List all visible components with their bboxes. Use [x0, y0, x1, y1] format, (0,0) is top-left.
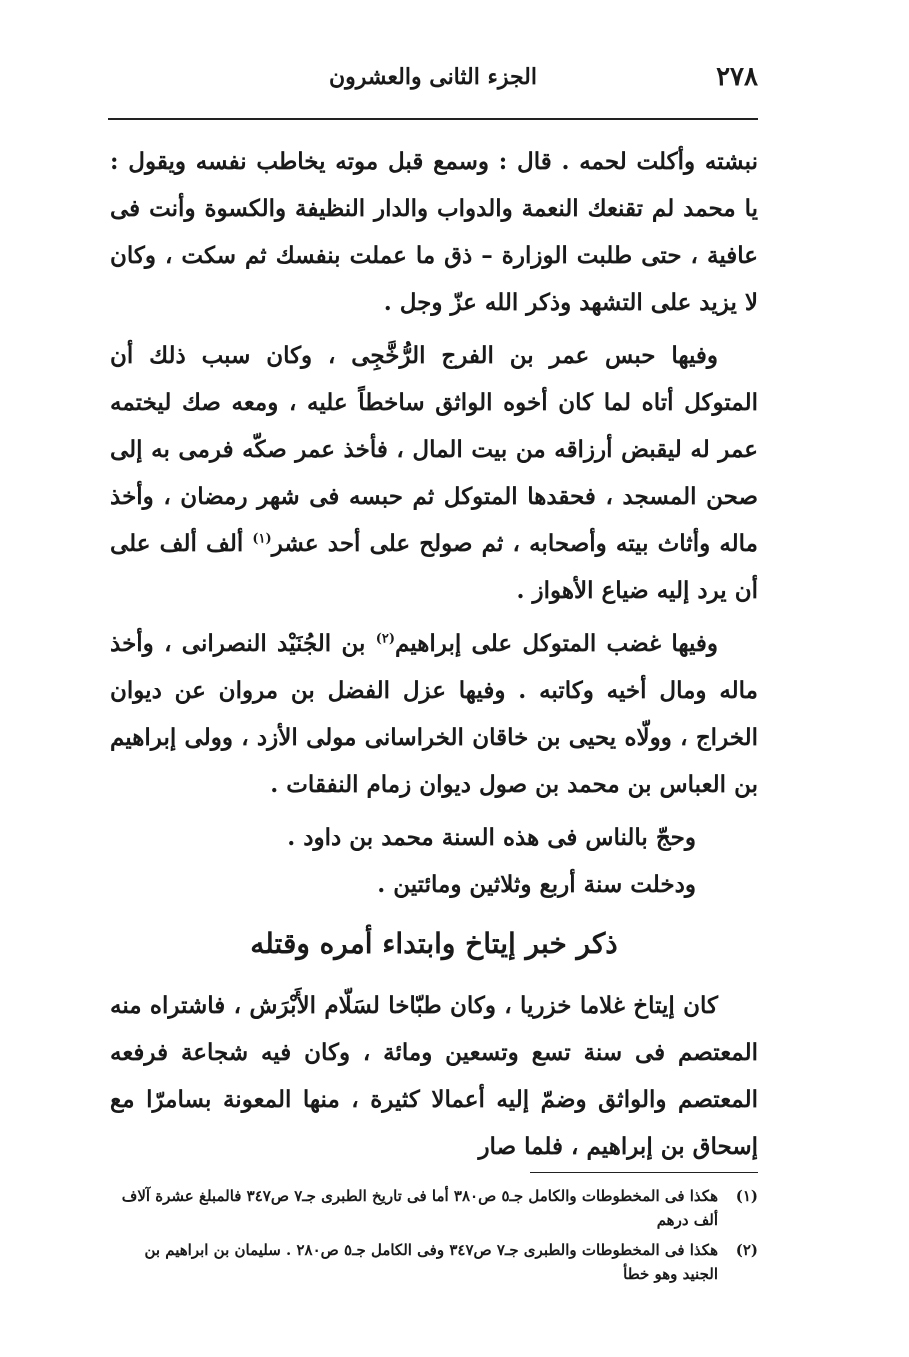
pilgrimage-line: وحجّ بالناس فى هذه السنة محمد بن داود .	[287, 824, 696, 851]
paragraph-3	[110, 620, 758, 808]
paragraph-2	[110, 332, 758, 614]
paragraph-3-text-cont: بن الجُنَيْد النصرانى ، وأخذ ماله ومال أخيه وكاتبه . وفيها عزل الفضل بن مروان عن ديوان الخراج ، وولّاه يحيى بن خاقان الخراسانى مولى الأزد ، وولى إبراهيم بن العباس بن محمد بن صول ديوان زمام النفقات .	[110, 630, 758, 798]
footnotes	[110, 1184, 758, 1292]
paragraph-3-text: وفيها غضب المتوكل على إبراهيم	[395, 630, 718, 657]
year-line: ودخلت سنة أربع وثلاثين ومائتين .	[377, 871, 696, 898]
footnote-2	[110, 1238, 758, 1286]
footnote-1	[110, 1184, 758, 1232]
footnote-ref-2: (٢)	[375, 631, 395, 647]
footnote-text: هكذا فى المخطوطات والكامل جـ٥ ص٣٨٠ أما فى تاريخ الطبرى جـ٧ ص٣٤٧ فالمبلغ عشرة آلاف ألف درهم	[121, 1187, 718, 1229]
page-number: ٢٧٨	[716, 62, 758, 92]
footnote-number: (١)	[735, 1187, 758, 1205]
footnote-text: هكذا فى المخطوطات والطبرى جـ٧ ص٣٤٧ وفى الكامل جـ٥ ص٢٨٠ . سليمان بن ابراهيم بن الجنيد وهو خطأ	[144, 1241, 718, 1283]
paragraph-2-text-cont: ألف ألف على أن يرد إليه ضياع الأهواز .	[110, 530, 758, 604]
footnote-number: (٢)	[735, 1241, 758, 1259]
section-title: ذكر خبر إيتاخ وابتداء أمره وقتله	[250, 927, 618, 960]
footnote-rule	[530, 1172, 758, 1173]
main-text	[110, 138, 758, 1170]
footnote-ref-1: (١)	[252, 531, 272, 547]
running-title: الجزء الثانى والعشرون	[328, 64, 538, 90]
paragraph-1: نبشته وأكلت لحمه . قال : وسمع قبل موته يخاطب نفسه ويقول : يا محمد لم تقنعك النعمة والدواب والدار النظيفة والكسوة وأنت فى عافية ، حتى طلبت الوزارة – ذق ما عملت بنفسك ثم سكت ، وكان لا يزيد على التشهد وذكر الله عزّ وجل .	[110, 148, 758, 316]
paragraph-4: كان إيتاخ غلاما خزريا ، وكان طبّاخا لسَلّام الأَبْرَش ، فاشتراه منه المعتصم فى سنة تسع وتسعين ومائة ، وكان فيه شجاعة فرفعه المعتصم والواثق وضمّ إليه أعمالا كثيرة ، منها المعونة بسامرّا مع إسحاق بن إبراهيم ، فلما صار	[110, 992, 758, 1160]
page-header	[108, 62, 758, 102]
header-rule	[108, 118, 758, 120]
paragraph-2-text: وفيها حبس عمر بن الفرج الرُّخَّجِى ، وكان سبب ذلك أن المتوكل أتاه لما كان أخوه الواثق ساخطاً عليه ، ومعه صك ليختمه عمر له ليقبض أرزاقه من بيت المال ، فأخذ عمر صكّه فرمى به إلى صحن المسجد ، فحقدها المتوكل ثم حبسه فى شهر رمضان ، وأخذ ماله وأثاث بيته وأصحابه ، ثم صولح على أحد عشر	[110, 342, 759, 557]
